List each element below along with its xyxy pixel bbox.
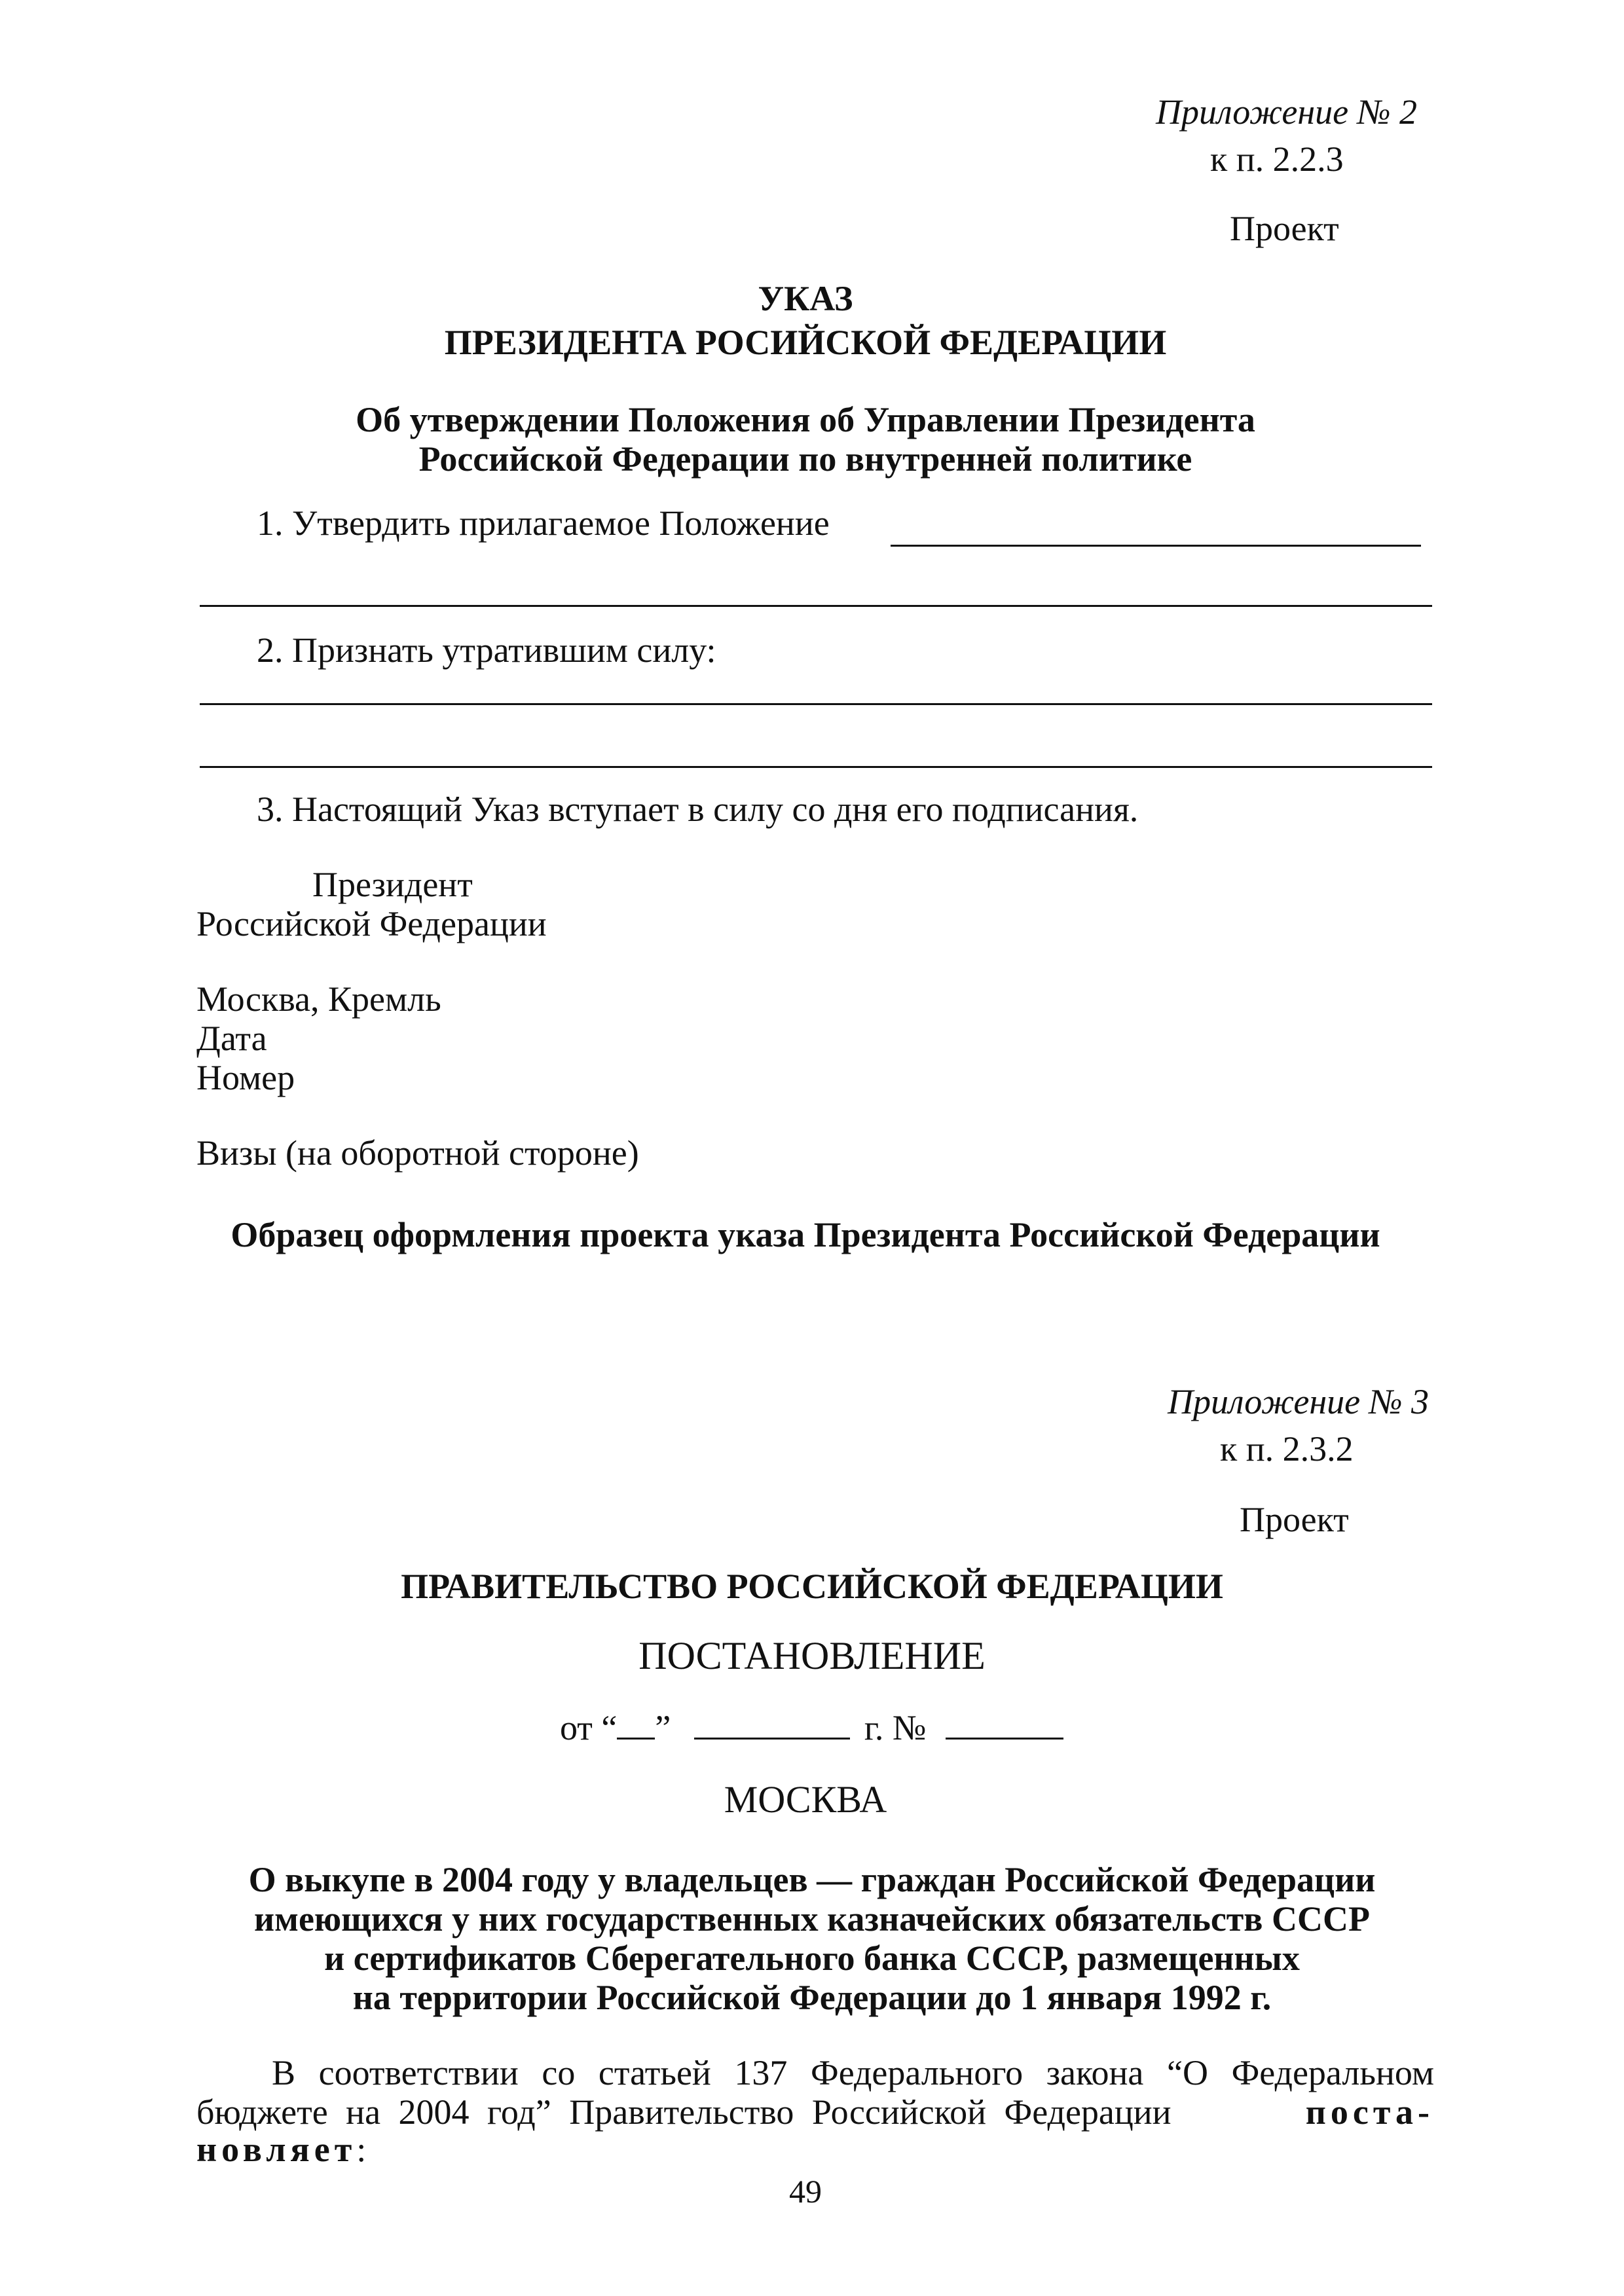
decree-item-3: 3. Настоящий Указ вступает в силу со дня его подписания. — [257, 790, 1139, 829]
decree-item-2: 2. Признать утратившим силу: — [257, 630, 716, 670]
body-line2-text: бюджете на 2004 год” Правительство Российской Федерации — [196, 2092, 1172, 2132]
signer-title: Президент — [312, 865, 473, 904]
appendix2-ref: к п. 2.2.3 — [1210, 139, 1344, 179]
appendix3-draft: Проект — [1240, 1500, 1349, 1539]
resolution-type: ПОСТАНОВЛЕНИЕ — [638, 1634, 986, 1677]
appendix2-label: Приложение № 2 — [1156, 92, 1418, 132]
decree-date: Дата — [196, 1019, 267, 1058]
signer-org: Российской Федерации — [196, 904, 547, 943]
appendix3-ref: к п. 2.3.2 — [1220, 1429, 1354, 1468]
date-quote-close: ” — [655, 1708, 671, 1747]
fill-line-item1-cont — [200, 605, 1432, 607]
resolution-body-line1 — [272, 2052, 1434, 2093]
resolution-body-line2 — [196, 2092, 1434, 2132]
decree-issuer: ПРЕЗИДЕНТА РОСИЙСКОЙ ФЕДЕРАЦИИ — [444, 323, 1167, 362]
decree-visas: Визы (на оборотной стороне) — [196, 1133, 639, 1173]
appendix2-draft: Проект — [1230, 209, 1339, 248]
day-blank — [617, 1711, 655, 1740]
body-line3-colon: : — [356, 2130, 367, 2169]
decree-subject-line2: Российской Федерации по внутренней политике — [418, 439, 1192, 479]
resolution-subject-line3: и сертификатов Сберегательного банка СССР, размещенных — [324, 1939, 1300, 1978]
appendix3-label: Приложение № 3 — [1168, 1382, 1430, 1421]
resolution-subject-line2: имеющихся у них государственных казначейских обязательств СССР — [254, 1899, 1370, 1939]
fill-line-item2-a — [200, 703, 1432, 705]
decree-place: Москва, Кремль — [196, 979, 441, 1019]
number-blank — [946, 1711, 1063, 1740]
resolution-government: ПРАВИТЕЛЬСТВО РОССИЙСКОЙ ФЕДЕРАЦИИ — [401, 1567, 1223, 1606]
fill-line-item1 — [891, 545, 1421, 547]
body-line2-verb: поста- — [1305, 2092, 1434, 2132]
date-prefix: от “ — [560, 1708, 618, 1747]
body-line3-verb: новляет — [196, 2130, 357, 2169]
decree-number: Номер — [196, 1058, 295, 1097]
decree-item-1: 1. Утвердить прилагаемое Положение — [257, 503, 830, 543]
resolution-body-line3 — [196, 2129, 366, 2170]
resolution-subject-line4: на территории Российской Федерации до 1 января 1992 г. — [352, 1978, 1272, 2017]
decree-subject-line1: Об утверждении Положения об Управлении Президента — [356, 400, 1255, 439]
resolution-city: МОСКВА — [724, 1778, 887, 1821]
year-number-label: г. № — [864, 1708, 927, 1747]
resolution-subject-line1: О выкупе в 2004 году у владельцев — граждан Российской Федерации — [248, 1860, 1376, 1899]
fill-line-item2-b — [200, 766, 1432, 768]
decree-title: УКАЗ — [758, 279, 853, 318]
decree-sample-caption: Образец оформления проекта указа Президента Российской Федерации — [231, 1215, 1380, 1254]
body-line1-text: В соответствии со статьей 137 Федерального закона “О Федеральном — [272, 2053, 1434, 2092]
resolution-date-line — [560, 1707, 1063, 1748]
month-blank — [694, 1711, 850, 1740]
page-number: 49 — [789, 2173, 822, 2210]
